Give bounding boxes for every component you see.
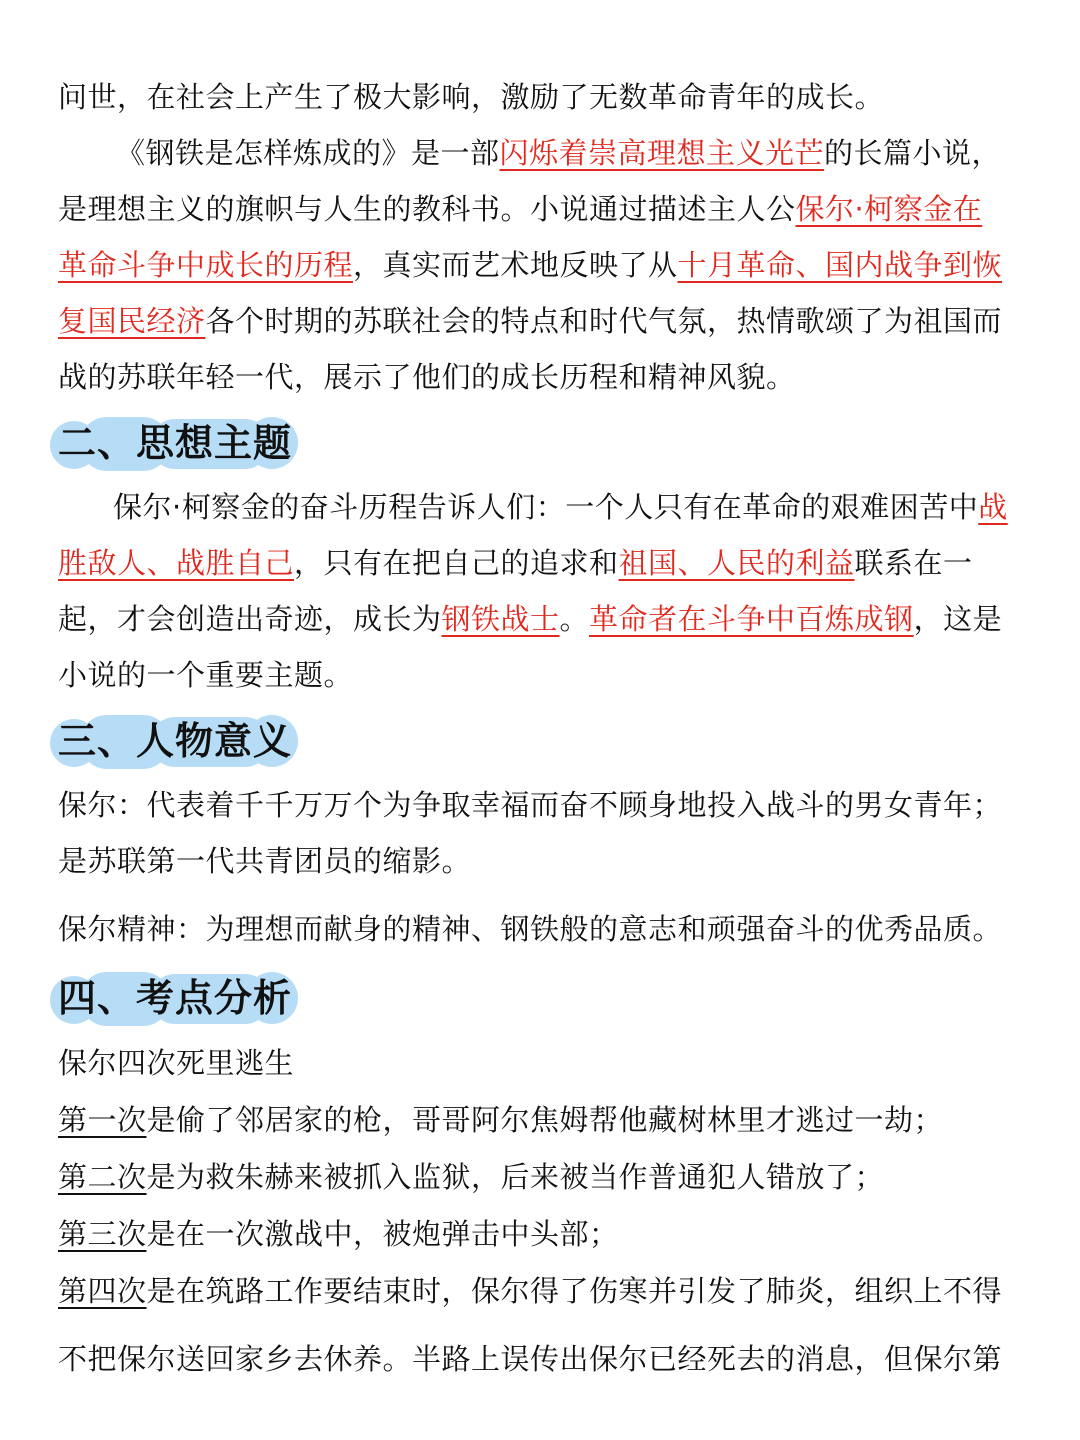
- highlight-defeat-enemies: 胜敌人、战胜自己: [58, 546, 295, 580]
- section-heading-theme: [50, 415, 300, 471]
- escape-label: 第四次: [58, 1274, 147, 1308]
- character-line-1: 保尔：代表着千千万万个为争取幸福而奋不顾身地投入战斗的男女青年；: [58, 788, 1003, 822]
- intro-p2-line-5: 战的苏联年轻一代，展示了他们的成长历程和精神风貌。: [58, 360, 796, 394]
- exam-intro: 保尔四次死里逃生: [58, 1046, 295, 1080]
- escape-item: 第二次是为救朱赫来被抓入监狱，后来被当作普通犯人错放了；: [58, 1160, 885, 1194]
- highlight-tempered-steel: 革命者在斗争中百炼成钢: [589, 602, 914, 636]
- highlight-paul-name: 保尔·柯察金在: [795, 192, 983, 226]
- intro-p2-line-4: 复国民经济各个时期的苏联社会的特点和时代气氛，热情歌颂了为祖国而: [58, 304, 1003, 338]
- highlight-ideal-light: 闪烁着崇高理想主义光芒: [499, 136, 825, 170]
- theme-line-4: 小说的一个重要主题。: [58, 658, 354, 692]
- highlight-steel-warrior: 钢铁战士: [441, 602, 560, 636]
- escape-label: 第三次: [58, 1217, 147, 1251]
- escape-item: 第四次是在筑路工作要结束时，保尔得了伤寒并引发了肺炎，组织上不得: [58, 1274, 1003, 1308]
- intro-p2-line-2: 是理想主义的旗帜与人生的教科书。小说通过描述主人公保尔·柯察金在: [58, 192, 983, 226]
- theme-line-1: 保尔·柯察金的奋斗历程告诉人们：一个人只有在革命的艰难困苦中战: [113, 490, 1008, 524]
- character-line-3: 保尔精神：为理想而献身的精神、钢铁般的意志和顽强奋斗的优秀品质。: [58, 912, 1003, 946]
- theme-line-2: 胜敌人、战胜自己，只有在把自己的追求和祖国、人民的利益联系在一: [58, 546, 973, 580]
- intro-p2-line-3: 革命斗争中成长的历程，真实而艺术地反映了从十月革命、国内战争到恢: [58, 248, 1003, 282]
- intro-line-1: 问世，在社会上产生了极大影响，激励了无数革命青年的成长。: [58, 80, 885, 114]
- section-title: 二、思想主题: [58, 421, 293, 465]
- escape-item: 第一次是偷了邻居家的枪，哥哥阿尔焦姆帮他藏树林里才逃过一劫；: [58, 1103, 944, 1137]
- escape-label: 第一次: [58, 1103, 147, 1137]
- escape-continuation: 不把保尔送回家乡去休养。半路上误传出保尔已经死去的消息，但保尔第: [58, 1342, 1003, 1376]
- intro-p2-line-1: 《钢铁是怎样炼成的》是一部闪烁着崇高理想主义光芒的长篇小说，: [116, 136, 1002, 170]
- section-heading-characters: [50, 713, 300, 769]
- theme-line-3: 起，才会创造出奇迹，成长为钢铁战士。革命者在斗争中百炼成钢，这是: [58, 602, 1003, 636]
- highlight-people-interest: 祖国、人民的利益: [618, 546, 855, 580]
- character-line-2: 是苏联第一代共青团员的缩影。: [58, 844, 472, 878]
- escape-item: 第三次是在一次激战中，被炮弹击中头部；: [58, 1217, 619, 1251]
- escape-label: 第二次: [58, 1160, 147, 1194]
- highlight-october-revolution: 十月革命、国内战争到恢: [677, 248, 1003, 282]
- highlight-growth-process: 革命斗争中成长的历程: [58, 248, 354, 282]
- section-title: 三、人物意义: [58, 719, 293, 763]
- section-title: 四、考点分析: [58, 976, 293, 1020]
- section-heading-exam-points: [50, 970, 300, 1026]
- highlight-economy-recovery: 复国民经济: [58, 304, 206, 338]
